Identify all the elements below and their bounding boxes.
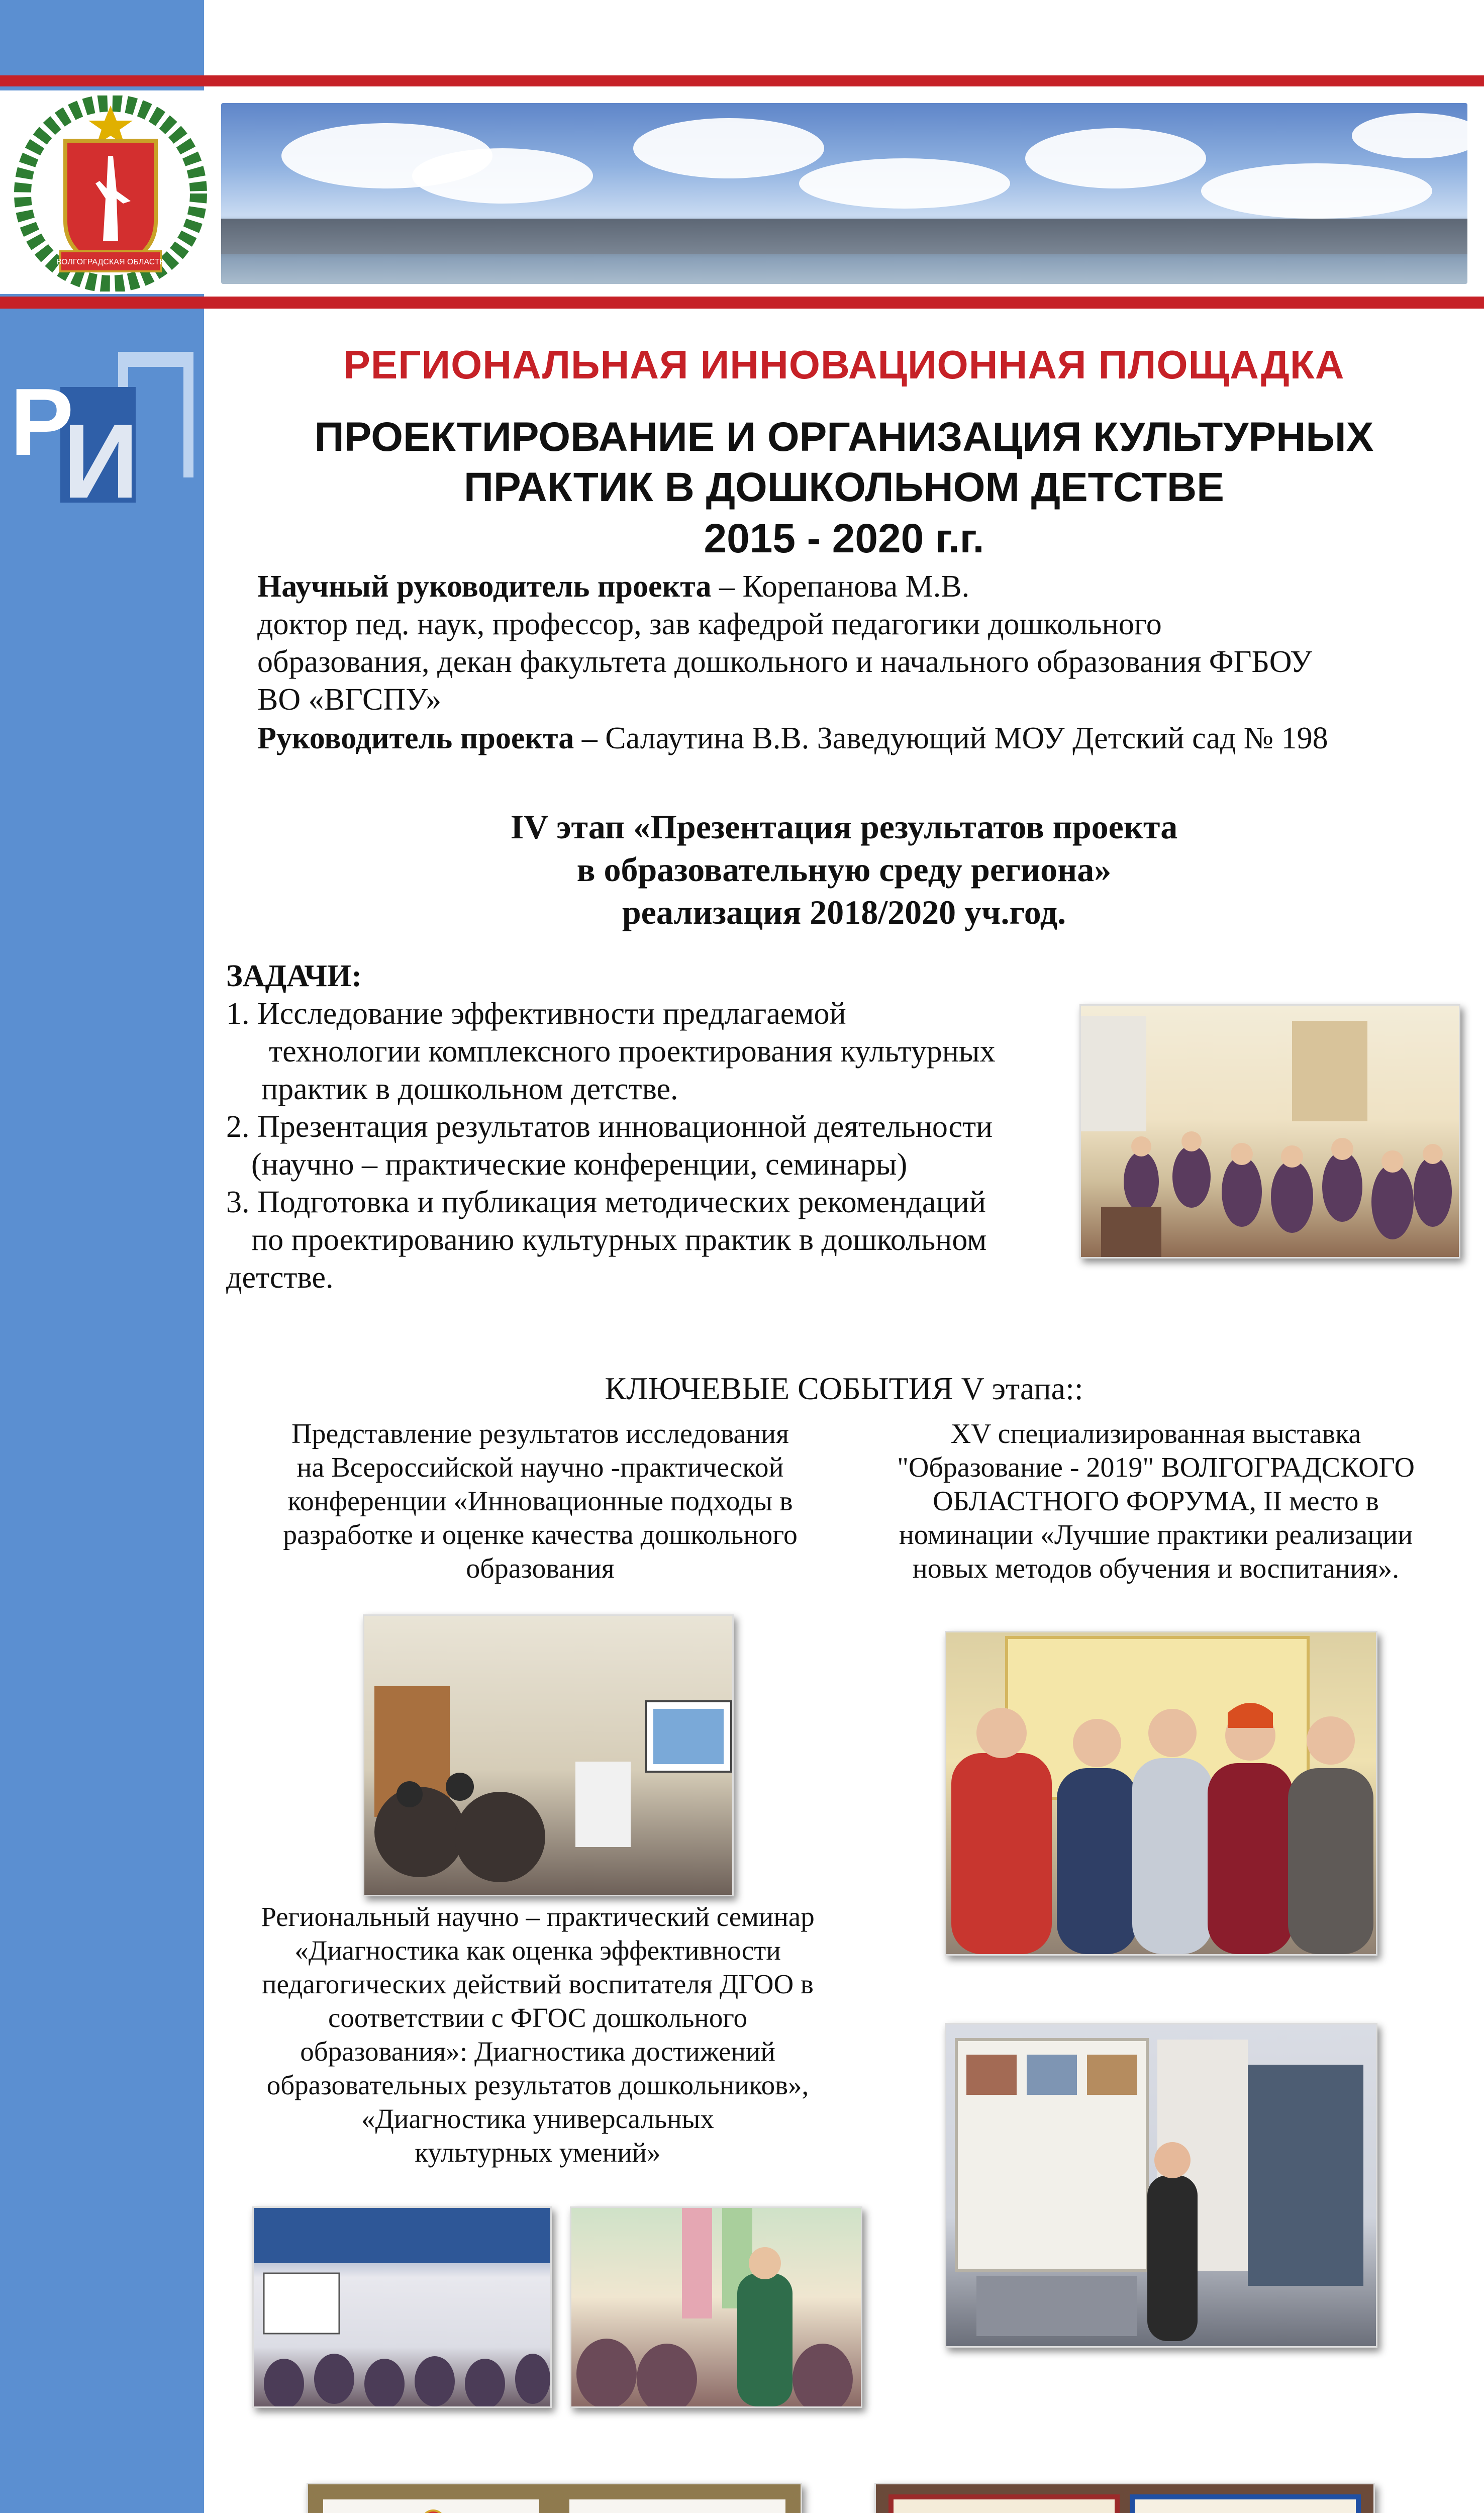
task-line: по проектированию культурных практик в дошкольном xyxy=(251,1223,987,1257)
scientific-leader-credentials-3: ВО «ВГСПУ» xyxy=(257,683,442,717)
scientific-leader-label: Научный руководитель проекта xyxy=(257,569,712,604)
caption-line: педагогических действий воспитателя ДГОО в xyxy=(262,1969,814,1999)
exhibition-team-photo xyxy=(945,1631,1377,1956)
project-leader-label: Руководитель проекта xyxy=(257,721,574,755)
caption-line: соответствии с ФГОС дошкольного xyxy=(328,2002,748,2033)
seminar-caption xyxy=(216,1900,859,2169)
task-line: 1. Исследование эффективности предлагаемой xyxy=(226,997,846,1031)
scientific-leader-credentials-1: доктор пед. наук, профессор, зав кафедрой педагогики дошкольного xyxy=(257,607,1162,641)
scientific-leader-line xyxy=(257,568,1463,605)
stage-line2: в образовательную среду региона» xyxy=(576,850,1112,889)
project-title-line1: ПРОЕКТИРОВАНИЕ И ОРГАНИЗАЦИЯ КУЛЬТУРНЫХ xyxy=(314,414,1374,460)
emblem-ribbon-text: ВОЛГОГРАДСКАЯ ОБЛАСТЬ xyxy=(56,258,165,266)
conference-hall-photo xyxy=(1079,1004,1460,1259)
exhibition-stand-photo xyxy=(945,2023,1377,2348)
caption-line: культурных умений» xyxy=(415,2137,661,2168)
task-line: технологии комплексного проектирования культурных xyxy=(269,1034,996,1069)
conference-caption xyxy=(229,1417,852,1586)
task-line: (научно – практические конференции, семинары) xyxy=(251,1147,908,1182)
seminar-group-photo xyxy=(570,2206,862,2408)
exhibition-caption xyxy=(854,1417,1457,1586)
scientific-leader-name: – Корепанова М.В. xyxy=(711,569,970,604)
project-title-line2: ПРАКТИК В ДОШКОЛЬНОМ ДЕТСТВЕ xyxy=(464,464,1224,510)
caption-line: "Образование - 2019" ВОЛГОГРАДСКОГО xyxy=(897,1452,1415,1483)
caption-line: XV специализированная выставка xyxy=(950,1418,1361,1449)
task-line: практик в дошкольном детстве. xyxy=(261,1072,678,1106)
project-leader-name: – Салаутина В.В. Заведующий МОУ Детский сад № 198 xyxy=(574,721,1328,755)
stage-line1: IV этап «Презентация результатов проекта xyxy=(510,808,1178,846)
caption-line: «Диагностика как оценка эффективности xyxy=(294,1935,781,1966)
project-leader-line xyxy=(257,720,1463,757)
caption-line: ОБЛАСТНОГО ФОРУМА, II место в xyxy=(933,1486,1379,1517)
volgograd-panorama-photo xyxy=(221,103,1467,284)
caption-line: «Диагностика универсальных xyxy=(361,2103,714,2134)
svg-text:Р: Р xyxy=(10,369,74,475)
task-line: 3. Подготовка и публикация методических рекомендаций xyxy=(226,1185,986,1219)
conference-room-photo xyxy=(363,1614,734,1896)
project-years: 2015 - 2020 г.г. xyxy=(704,516,984,561)
svg-text:И: И xyxy=(63,402,139,513)
stage-line3: реализация 2018/2020 уч.год. xyxy=(622,893,1066,931)
caption-line: новых методов обучения и воспитания». xyxy=(912,1553,1400,1584)
volgograd-region-emblem xyxy=(10,95,211,292)
caption-line: на Всероссийской научно -практической xyxy=(296,1452,784,1483)
caption-line: разработке и оценке качества дошкольного xyxy=(283,1519,798,1551)
region-platform-title: РЕГИОНАЛЬНАЯ ИННОВАЦИОННАЯ ПЛОЩАДКА xyxy=(343,342,1345,387)
caption-line: конференции «Инновационные подходы в xyxy=(287,1486,793,1517)
task-line: детстве. xyxy=(226,1261,334,1295)
crest-icon xyxy=(421,2509,445,2513)
caption-line: образовательных результатов дошкольников», xyxy=(266,2070,809,2100)
bottom-red-line xyxy=(0,297,1484,309)
tasks-heading: ЗАДАЧИ: xyxy=(226,959,362,993)
caption-line: образования»: Диагностика достижений xyxy=(300,2036,775,2067)
top-red-line xyxy=(0,75,1484,86)
caption-line: образования xyxy=(466,1553,615,1584)
caption-line: номинации «Лучшие практики реализации xyxy=(899,1519,1413,1551)
task-line: 2. Презентация результатов инновационной деятельности xyxy=(226,1110,993,1144)
key-events-heading: КЛЮЧЕВЫЕ СОБЫТИЯ V этапа:: xyxy=(605,1371,1083,1406)
diplomas-frame-right xyxy=(874,2483,1375,2513)
caption-line: Представление результатов исследования xyxy=(291,1418,789,1449)
caption-line: Региональный научно – практический семинар xyxy=(261,1901,815,1932)
diplomas-frame-left xyxy=(307,2483,802,2513)
scientific-leader-credentials-2: образования, декан факультета дошкольного и начального образования ФГБОУ xyxy=(257,645,1312,679)
seminar-hall-photo xyxy=(252,2206,552,2408)
rip-logo xyxy=(0,347,204,513)
